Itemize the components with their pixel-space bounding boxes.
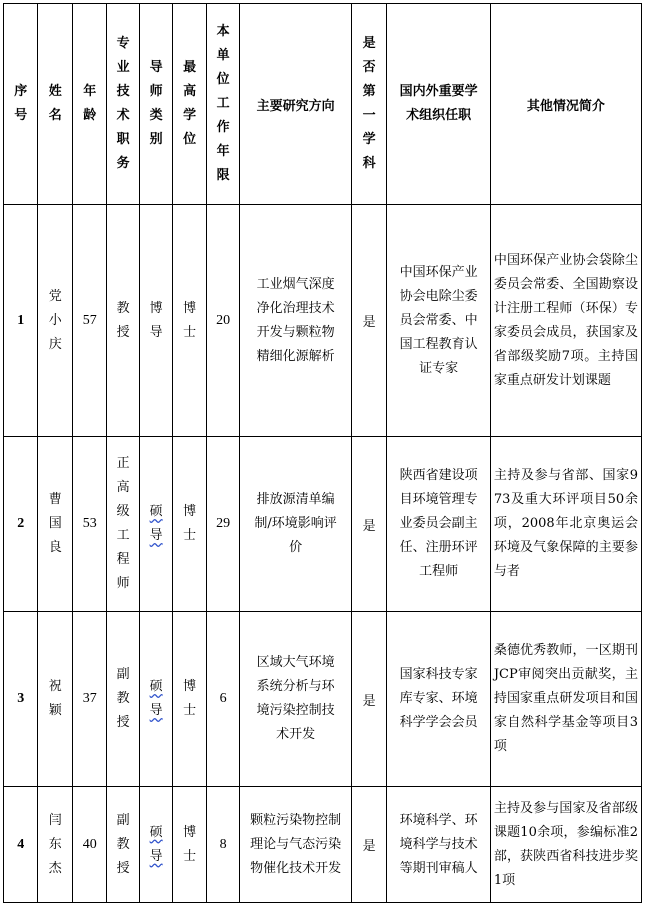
row-tutor: 硕导 — [139, 612, 172, 787]
header-first: 是否第一学科 — [351, 4, 387, 205]
row-org: 国家科技专家库专家、环境科学学会会员 — [387, 612, 490, 787]
row-years: 20 — [206, 205, 239, 437]
row-age: 40 — [72, 787, 106, 903]
header-row — [4, 4, 642, 205]
header-seq: 序号 — [4, 4, 38, 205]
row-age: 53 — [72, 437, 106, 612]
row-first: 是 — [351, 205, 387, 437]
row-degree: 博士 — [173, 205, 206, 437]
header-years: 本单位工作年限 — [206, 4, 239, 205]
header-tutor: 导师类别 — [139, 4, 172, 205]
row-title: 副教授 — [107, 787, 139, 903]
header-degree: 最高学位 — [173, 4, 206, 205]
row-first: 是 — [351, 437, 387, 612]
row-age: 37 — [72, 612, 106, 787]
row-tutor: 硕导 — [139, 787, 172, 903]
row-name: 祝颖 — [38, 612, 72, 787]
table-row — [4, 205, 642, 437]
row-years: 8 — [206, 787, 239, 903]
row-research: 颗粒污染物控制理论与气态污染物催化技术开发 — [240, 787, 352, 903]
row-title: 正高级工程师 — [107, 437, 139, 612]
row-seq: 4 — [4, 787, 38, 903]
row-seq: 1 — [4, 205, 38, 437]
row-seq: 2 — [4, 437, 38, 612]
row-name: 曹国良 — [38, 437, 72, 612]
row-first: 是 — [351, 612, 387, 787]
header-org: 国内外重要学术组织任职 — [387, 4, 490, 205]
row-years: 6 — [206, 612, 239, 787]
row-org: 中国环保产业协会电除尘委员会常委、中国工程教育认证专家 — [387, 205, 490, 437]
row-tutor: 博导 — [139, 205, 172, 437]
row-name: 闫东杰 — [38, 787, 72, 903]
row-seq: 3 — [4, 612, 38, 787]
table-row — [4, 437, 642, 612]
row-degree: 博士 — [173, 612, 206, 787]
row-other: 中国环保产业协会袋除尘委员会常委、全国勘察设计注册工程师（环保）专家委员会成员，获国家及省部级奖励7项。主持国家重点研发计划课题 — [490, 205, 641, 437]
table-row — [4, 612, 642, 787]
header-other: 其他情况简介 — [490, 4, 641, 205]
header-age: 年龄 — [72, 4, 106, 205]
row-org: 陕西省建设项目环境管理专业委员会副主任、注册环评工程师 — [387, 437, 490, 612]
faculty-table — [3, 3, 642, 903]
row-research: 排放源清单编制/环境影响评价 — [240, 437, 352, 612]
row-title: 副教授 — [107, 612, 139, 787]
row-org: 环境科学、环境科学与技术等期刊审稿人 — [387, 787, 490, 903]
row-research: 区域大气环境系统分析与环境污染控制技术开发 — [240, 612, 352, 787]
header-name: 姓名 — [38, 4, 72, 205]
row-other: 桑德优秀教师，一区期刊JCP审阅突出贡献奖，主持国家重点研发项目和国家自然科学基金等项目3项 — [490, 612, 641, 787]
row-years: 29 — [206, 437, 239, 612]
row-degree: 博士 — [173, 437, 206, 612]
row-tutor: 硕导 — [139, 437, 172, 612]
row-age: 57 — [72, 205, 106, 437]
row-other: 主持及参与省部、国家973及重大环评项目50余项，2008年北京奥运会环境及气象保障的主要参与者 — [490, 437, 641, 612]
row-other: 主持及参与国家及省部级课题10余项，参编标准2部，获陕西省科技进步奖1项 — [490, 787, 641, 903]
row-degree: 博士 — [173, 787, 206, 903]
row-name: 党小庆 — [38, 205, 72, 437]
header-title: 专业技术职务 — [107, 4, 139, 205]
header-research: 主要研究方向 — [240, 4, 352, 205]
table-row — [4, 787, 642, 903]
row-first: 是 — [351, 787, 387, 903]
row-research: 工业烟气深度净化治理技术开发与颗粒物精细化源解析 — [240, 205, 352, 437]
row-title: 教授 — [107, 205, 139, 437]
